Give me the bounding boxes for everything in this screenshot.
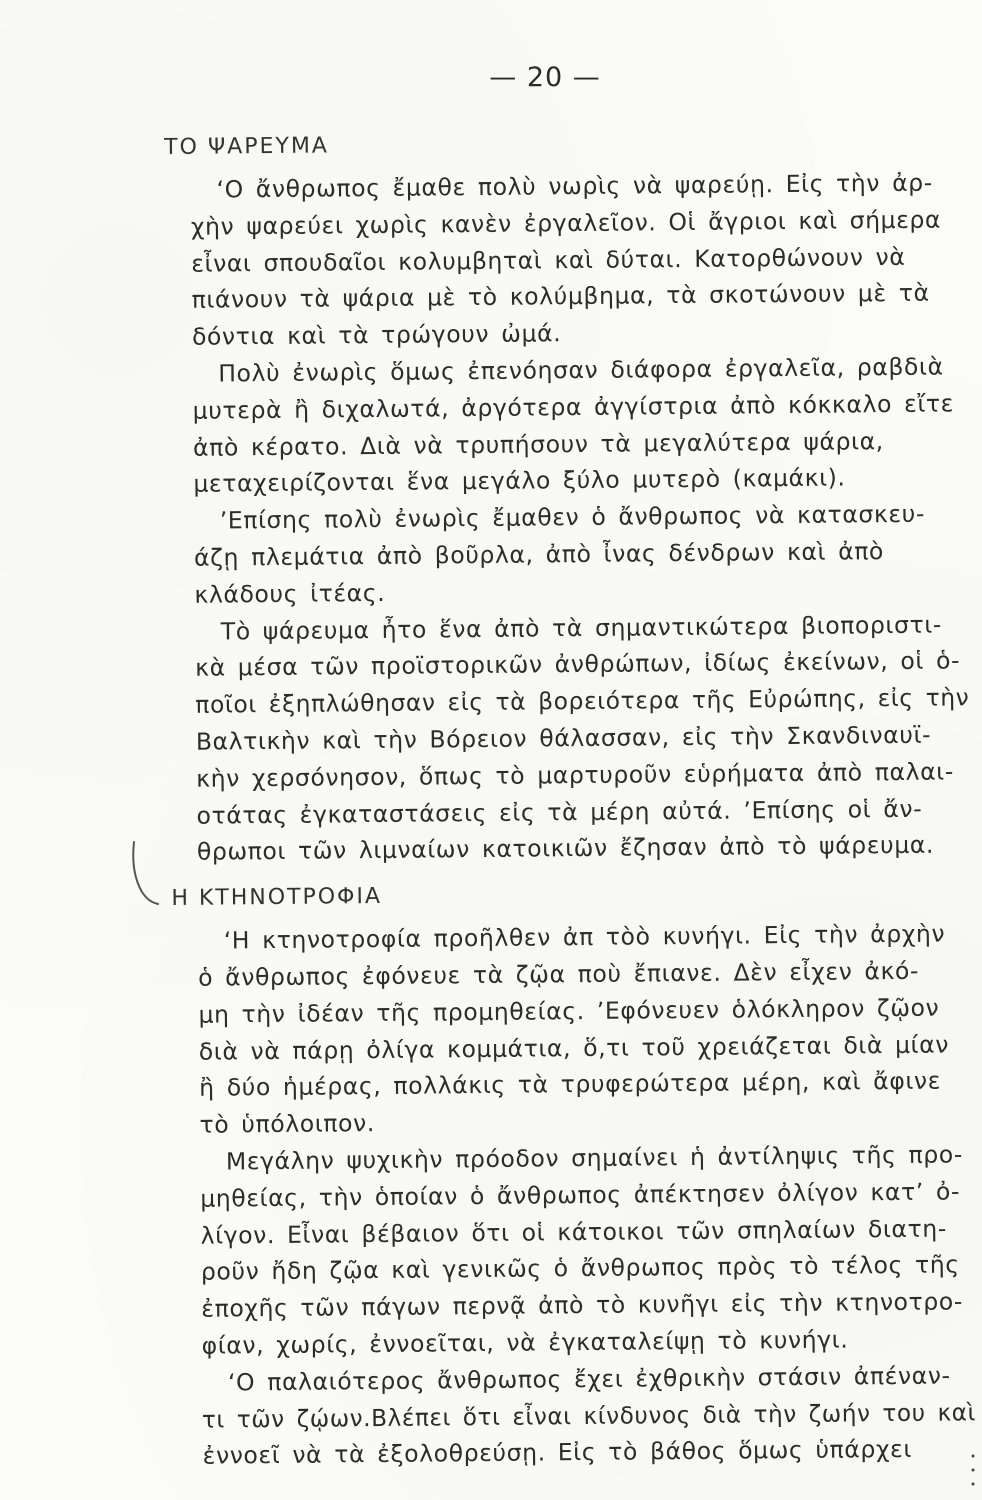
text-line: Τὸ ψάρευμα ἦτο ἕνα ἀπὸ τὰ σημαντικώτερα βιοποριστι- bbox=[220, 610, 943, 646]
paragraph bbox=[176, 1357, 977, 1475]
text-line: ἀπὸ κέρατο. Διὰ νὰ τρυπήσουν τὰ μεγαλύτερα ψάρια, bbox=[192, 426, 884, 462]
text-line: ‘Ο ἄνθρωπος ἔμαθε πολὺ νωρὶς νὰ ψαρεύῃ. Εἰς τὴν ἀρ- bbox=[216, 168, 933, 204]
text-line: ἢ δύο ἡμέρας, πολλάκις τὰ τρυφερώτερα μέρη, καὶ ἄφινε bbox=[199, 1066, 942, 1103]
text-line: Πολὺ ἐνωρὶς ὅμως ἐπενόησαν διάφορα ἐργαλεῖα, ραβδιὰ bbox=[218, 352, 944, 388]
text-line: θρωποι τῶν λιμναίων κατοικιῶν ἔζησαν ἀπὸ τὸ ψάρευμα. bbox=[196, 830, 935, 867]
margin-pencil-mark bbox=[128, 838, 168, 908]
paragraph bbox=[172, 915, 974, 1143]
paragraph bbox=[164, 164, 966, 356]
paragraph bbox=[169, 606, 971, 871]
text-line: τι τῶν ζῴων.Βλέπει ὅτι εἶναι κίνδυνος διὰ τὴν ζωήν του καὶ bbox=[201, 1397, 977, 1434]
paragraph bbox=[174, 1136, 976, 1364]
text-line: φίαν, χωρίς, ἐννοεῖται, νὰ ἐγκαταλείψῃ τὸ κυνήγι. bbox=[201, 1325, 849, 1360]
text-line: άζῃ πλεμάτια ἀπὸ βοῦρλα, ἀπὸ ἶνας δένδρων καὶ ἀπὸ bbox=[193, 537, 885, 572]
section-heading-livestock: Η ΚΤΗΝΟΤΡΟΦΙΑ bbox=[171, 884, 383, 912]
text-line: κὰ μέσα τῶν προϊστορικῶν ἀνθρώπων, ἰδίως ἐκείνων, οἱ ὁ- bbox=[195, 646, 961, 683]
section-heading-fishing: ΤΟ ΨΑΡΕΥΜΑ bbox=[164, 133, 330, 160]
text-line: ποῖοι ἐξηπλώθησαν εἰς τὰ βορειότερα τῆς Εὐρώπης, εἰς τὴν bbox=[195, 683, 970, 719]
text-line: ‘Η κτηνοτροφία προῆλθεν ἀπ τὸὸ κυνήγι. Εἰς τὴν ἀρχὴν bbox=[223, 919, 946, 955]
text-line: κλάδους ἰτέας. bbox=[194, 578, 386, 609]
text-line: ἐννοεῖ νὰ τὰ ἐξολοθρεύσῃ. Εἰς τὸ βάθος ὅμως ὑπάρχει bbox=[202, 1435, 913, 1470]
text-line: Μεγάλην ψυχικὴν πρόοδον σημαίνει ἡ ἀντίληψις τῆς προ- bbox=[225, 1140, 963, 1176]
text-line: οτάτας ἐγκαταστάσεις εἰς τὰ μέρη αὐτά. ’Επίσης οἱ ἄν- bbox=[196, 794, 923, 830]
text-line: Βαλτικὴν καὶ τὴν Βόρειον θάλασσαν, εἰς τὴν Σκανδιναυϊ- bbox=[195, 720, 932, 756]
text-column bbox=[164, 122, 977, 1475]
text-line: ροῦν ἤδη ζῷα καὶ γενικῶς ὁ ἄνθρωπος πρὸς τὸ τέλος τῆς bbox=[200, 1250, 960, 1287]
text-line: χὴν ψαρεύει χωρὶς κανὲν ἐργαλεῖον. Οἱ ἄγριοι καὶ σήμερα bbox=[190, 205, 942, 241]
text-line: μηθείας, τὴν ὁποίαν ὁ ἄνθρωπος ἀπέκτησεν ὀλίγον κατ’ ὀ- bbox=[200, 1177, 961, 1213]
text-line: πιάνουν τὰ ψάρια μὲ τὸ κολύμβημα, τὰ σκοτώνουν μὲ τὰ bbox=[191, 279, 930, 315]
text-line: εἶναι σπουδαῖοι κολυμβηταὶ καὶ δύται. Κατορθώνουν νὰ bbox=[191, 242, 906, 278]
page-number: — 20 — bbox=[489, 62, 601, 93]
text-line: μεταχειρίζονται ἕνα μεγάλο ξύλο μυτερὸ (καμάκι). bbox=[193, 463, 846, 499]
text-line: μυτερὰ ἢ διχαλωτά, ἀργότερα ἀγγίστρια ἀπὸ κόκκαλο εἴτε bbox=[192, 389, 955, 425]
text-line: μη τὴν ἰδέαν τῆς προμηθείας. ’Εφόνευεν ὁλόκληρον ζῷον bbox=[198, 993, 940, 1029]
paragraph bbox=[168, 495, 969, 613]
text-line: τὸ ὑπόλοιπον. bbox=[199, 1109, 375, 1139]
text-line: ’Επίσης πολὺ ἐνωρὶς ἔμαθεν ὁ ἄνθρωπος νὰ κατασκευ- bbox=[219, 499, 926, 535]
text-line: διὰ νὰ πάρῃ ὀλίγα κομμάτια, ὅ,τι τοῦ χρειάζεται διὰ μίαν bbox=[198, 1030, 950, 1066]
scan-edge-marks bbox=[968, 1450, 978, 1490]
paragraph bbox=[166, 348, 967, 503]
text-line: ὁ ἄνθρωπος ἐφόνευε τὰ ζῷα ποὺ ἔπιανε. Δὲν εἶχεν ἀκό- bbox=[198, 956, 920, 992]
text-line: ἐποχῆς τῶν πάγων περνᾷ ἀπὸ τὸ κυνῆγι εἰς τὴν κτηνοτρο- bbox=[201, 1287, 964, 1323]
text-line: κὴν χερσόνησον, ὅπως τὸ μαρτυροῦν εὑρήματα ἀπὸ παλαι- bbox=[196, 757, 954, 793]
text-line: ‘Ο παλαιότερος ἄνθρωπος ἔχει ἐχθρικὴν στάσιν ἀπέναν- bbox=[227, 1361, 951, 1397]
text-line: λίγον. Εἶναι βέβαιον ὅτι οἱ κάτοικοι τῶν σπηλαίων διατη- bbox=[200, 1214, 948, 1250]
text-line: δόντια καὶ τὰ τρώγουν ὠμά. bbox=[191, 319, 562, 351]
